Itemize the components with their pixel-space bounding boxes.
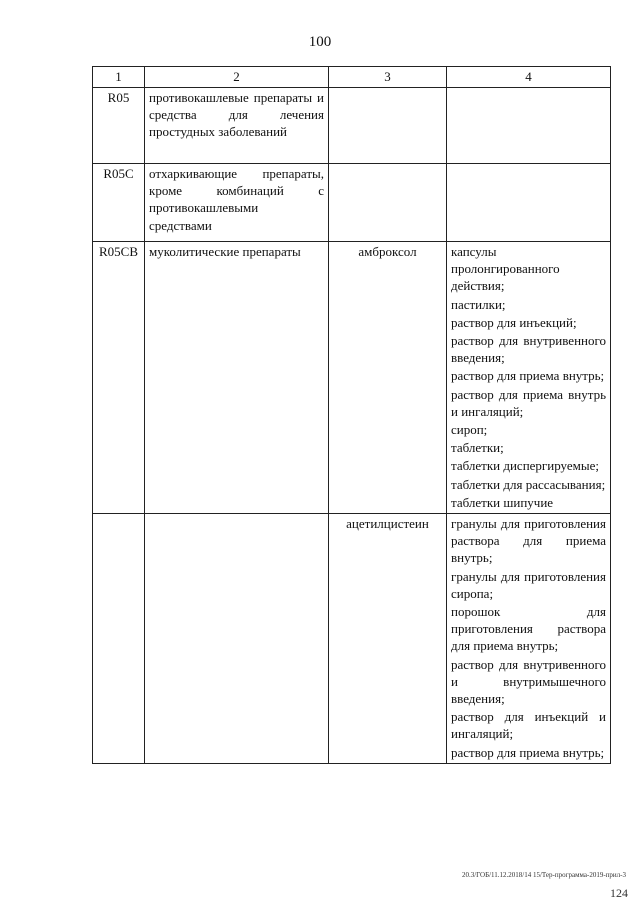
atc-code: R05C: [93, 164, 145, 242]
column-header: 1: [93, 67, 145, 88]
dosage-form: порошок для приготовления раствора для приема внутрь;: [451, 604, 606, 654]
dosage-form: сироп;: [451, 422, 488, 438]
dosage-form: раствор для внутривенного введения;: [451, 333, 606, 366]
group-name: отхаркивающие препараты, кроме комбинаций с противокашлевыми средствами: [145, 164, 329, 242]
forms-cell: [447, 164, 611, 242]
inn-cell: [329, 88, 447, 164]
document-code: 20.3/ГОБ/11.12.2018/14 15/Тер-программа-2019-прил-3: [461, 871, 626, 879]
atc-code: [93, 514, 145, 764]
dosage-form: раствор для приема внутрь;: [451, 744, 605, 760]
forms-cell: [447, 242, 611, 514]
dosage-form: таблетки диспергируемые;: [451, 458, 599, 474]
inn-cell: [329, 164, 447, 242]
column-header: 4: [447, 67, 611, 88]
atc-code: R05: [93, 88, 145, 164]
dosage-form: таблетки;: [451, 440, 504, 456]
dosage-form: таблетки для рассасывания;: [451, 476, 606, 492]
forms-cell: [447, 514, 611, 764]
page-number: 100: [308, 34, 332, 50]
atc-code: R05CB: [93, 242, 145, 514]
table-row: [93, 164, 611, 242]
dosage-form: капсулы пролонгированного действия;: [451, 244, 560, 294]
column-header: 3: [329, 67, 447, 88]
dosage-form: раствор для инъекций и ингаляций;: [451, 709, 606, 742]
table-row: [93, 242, 611, 514]
inn-cell: ацетилцистеин: [329, 514, 447, 764]
table-header-row: [93, 67, 611, 88]
dosage-form: пастилки;: [451, 296, 506, 312]
dosage-form: таблетки шипучие: [451, 494, 554, 510]
sheet-number: 124: [610, 886, 628, 900]
group-name: [145, 514, 329, 764]
group-name: муколитические препараты: [145, 242, 329, 514]
table-row: [93, 88, 611, 164]
column-header: 2: [145, 67, 329, 88]
table-row: [93, 514, 611, 764]
dosage-form: гранулы для приготовления раствора для приема внутрь;: [451, 516, 606, 566]
forms-cell: [447, 88, 611, 164]
dosage-form: раствор для приема внутрь и ингаляций;: [451, 386, 606, 419]
dosage-form: раствор для приема внутрь;: [451, 368, 605, 384]
dosage-form: гранулы для приготовления сиропа;: [451, 568, 606, 601]
dosage-form: раствор для внутривенного и внутримышечного введения;: [451, 656, 606, 707]
group-name: противокашлевые препараты и средства для лечения простудных заболеваний: [145, 88, 329, 164]
inn-cell: амброксол: [329, 242, 447, 514]
drug-table: [92, 66, 611, 764]
dosage-form: раствор для инъекций;: [451, 314, 577, 330]
